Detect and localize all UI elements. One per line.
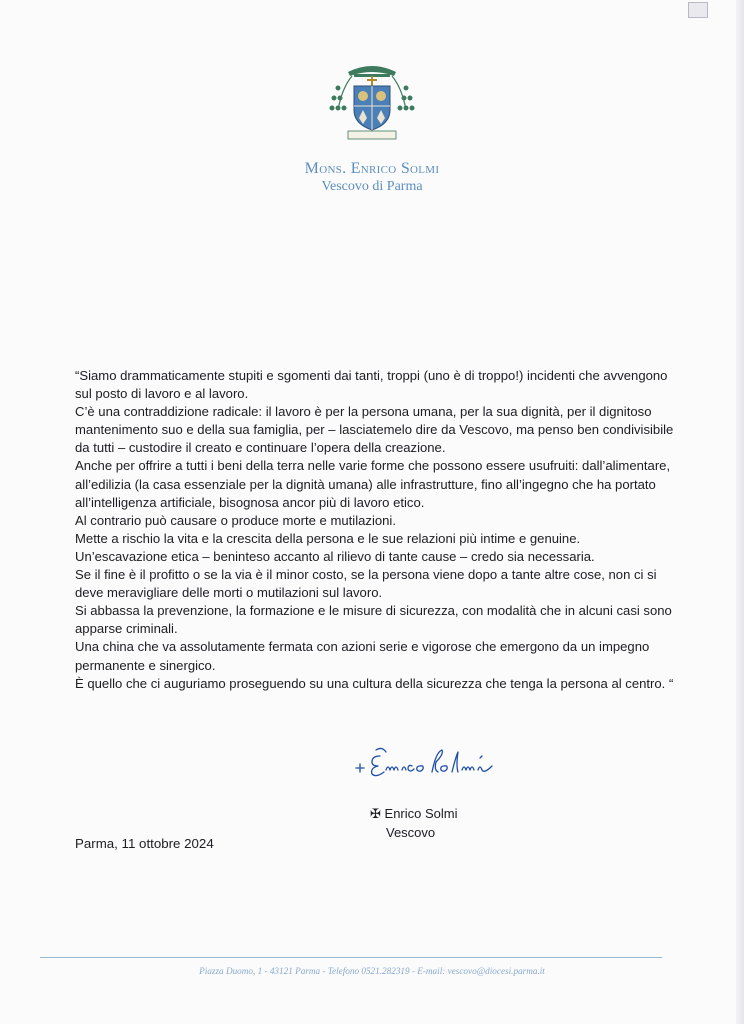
cross-icon: ✠ [370, 806, 381, 821]
body-paragraph: Mette a rischio la vita e la crescita della persona e le sue relazioni più intime e genuine. [75, 530, 581, 546]
body-paragraph: Al contrario può causare o produce morte e mutilazioni. [75, 512, 396, 528]
letterhead-title: Vescovo di Parma [321, 179, 423, 194]
letter-date: Parma, 11 ottobre 2024 [75, 836, 214, 851]
page-edge [736, 0, 744, 1024]
body-paragraph: C’è una contraddizione radicale: il lavoro è per la persona umana, per la sua dignità, per il dignitoso mantenimento suo e della sua famiglia, per – lasciatemelo dire da Vescovo, ma penso ben condivisibile da tutti – custodire il creato e continuare l’opera della creazione. [75, 404, 674, 456]
letterhead-name [0, 160, 744, 178]
body-paragraph: Un’escavazione etica – beninteso accanto al rilievo di tante cause – credo sia necessaria. [75, 548, 595, 564]
body-paragraph: Se il fine è il profitto o se la via è il minor costo, se la persona viene dopo a tante altre cose, non ci si deve meravigliare delle morti o mutilazioni sul lavoro. [75, 567, 657, 601]
body-paragraph: Una china che va assolutamente fermata con azioni serie e vigorose che emergono da un impegno permanente e sinergico. [75, 639, 650, 673]
signatory-title: Vescovo [386, 825, 436, 840]
signatory-name-line [370, 806, 458, 822]
body-paragraph: Anche per offrire a tutti i beni della terra nelle varie forme che possono essere usufruiti: dall’alimentare, all’edilizia (la casa essenziale per la dignità umana) alle infrastrutture, fino all’ingegno che ha portato all’intelligenza artificiale, bisognosa ancor più di lavoro etico. [75, 458, 671, 510]
scan-corner-mark [688, 2, 708, 18]
letter-body [75, 367, 685, 693]
letterhead-name-prefix: Mons. [304, 160, 347, 177]
footer-contact: Piazza Duomo, 1 - 43121 Parma - Telefono 0521.282319 - E-mail: vescovo@diocesi.parma.it [199, 966, 545, 976]
episcopal-coat-of-arms-icon [328, 58, 416, 140]
footer-divider [40, 957, 662, 958]
handwritten-signature [352, 742, 502, 782]
body-paragraph: Si abbassa la prevenzione, la formazione e le misure di sicurezza, con modalità che in alcuni casi sono apparse criminali. [75, 603, 672, 637]
body-paragraph: “Siamo drammaticamente stupiti e sgomenti dai tanti, troppi (uno è di troppo!) incidenti che avvengono sul posto di lavoro e al lavoro. [75, 368, 668, 402]
letterhead-name-text: Enrico Solmi [350, 160, 440, 177]
signatory-name: Enrico Solmi [384, 806, 458, 821]
body-paragraph: È quello che ci auguriamo proseguendo su una cultura della sicurezza che tenga la persona al centro. “ [75, 675, 674, 691]
